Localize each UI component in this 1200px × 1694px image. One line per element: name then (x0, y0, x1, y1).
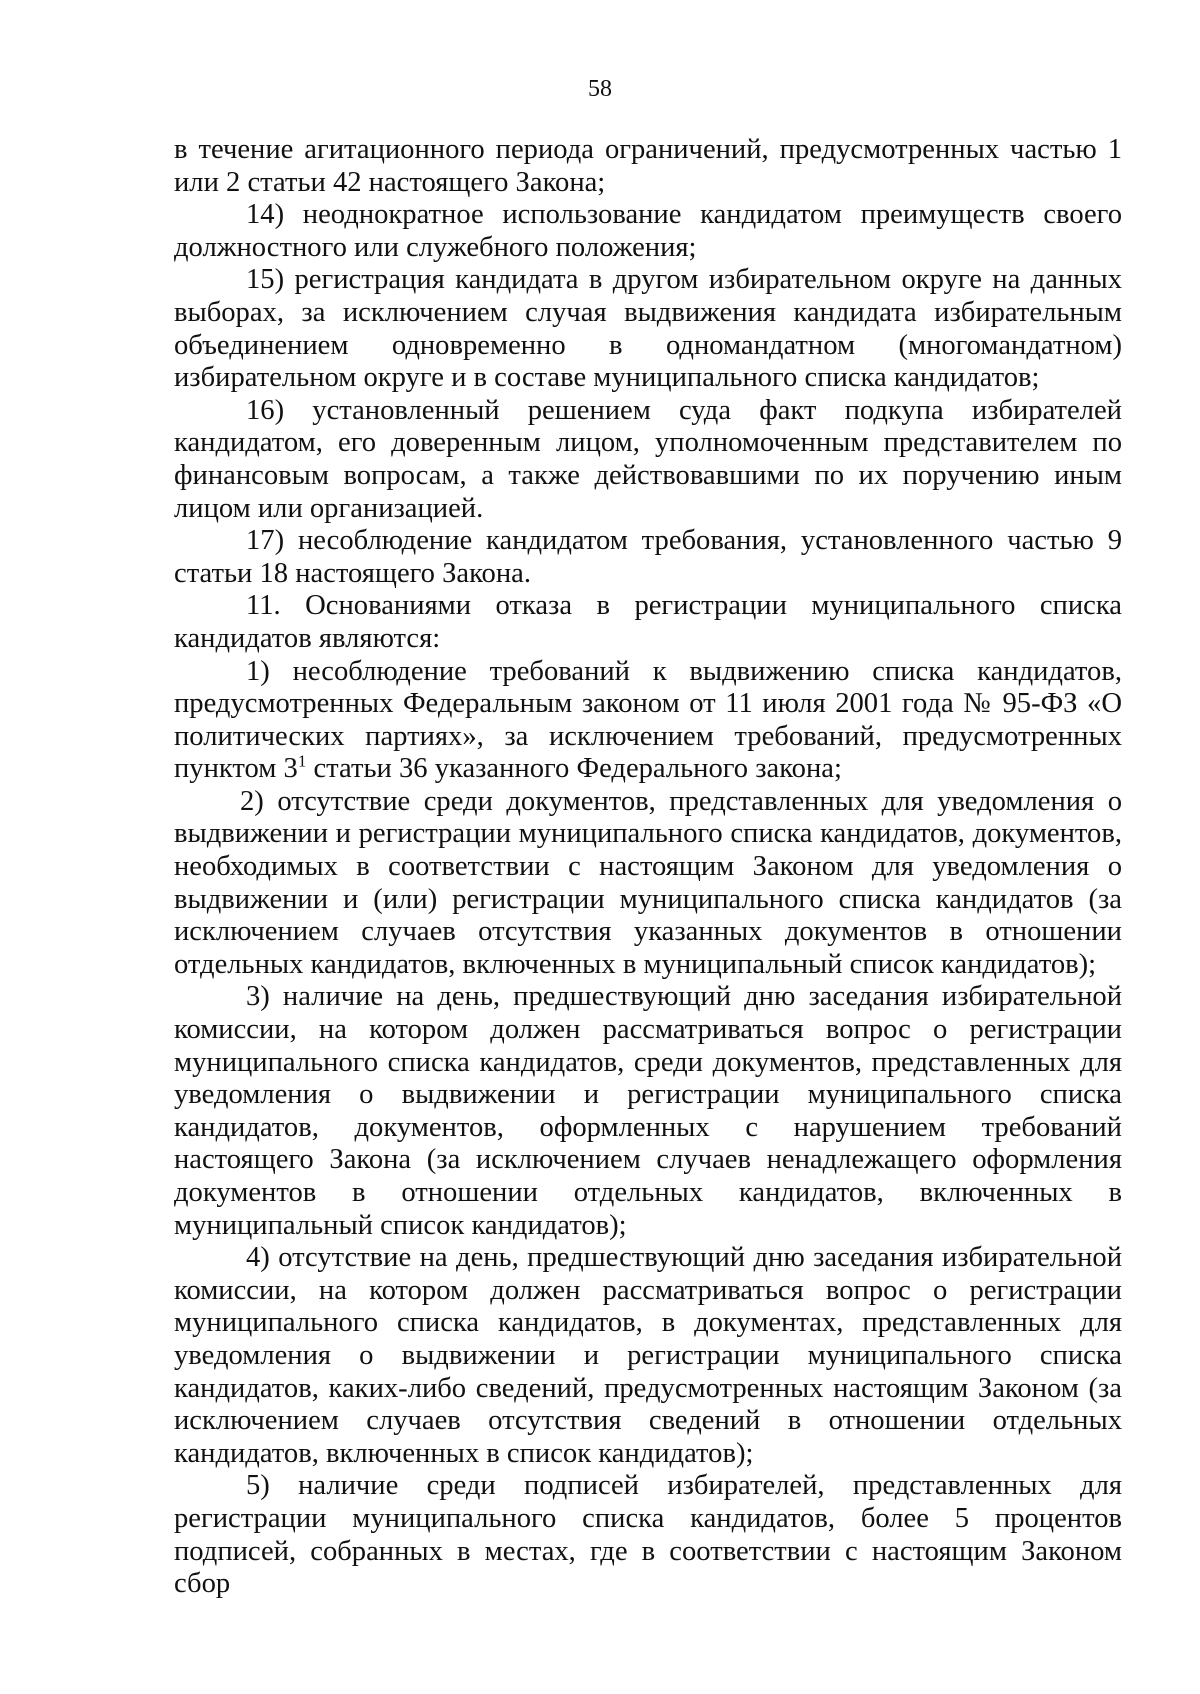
page-body (174, 134, 1122, 1601)
paragraph-subitem-5: 5) наличие среди подписей избирателей, представленных для регистрации муниципального списка кандидатов, более 5 процентов подписей, собранных в местах, где в соответствии с настоящим Законом сбор (174, 1470, 1122, 1600)
paragraph-item-16: 16) установленный решением суда факт подкупа избирателей кандидатом, его доверенным лицом, уполномоченным представителем по финансовым вопросам, а также действовавшими по их поручению иным лицом или организацией. (174, 394, 1122, 524)
paragraph-item-15: 15) регистрация кандидата в другом избирательном округе на данных выборах, за исключением случая выдвижения кандидата избирательным объединением одновременно в одномандатном (многомандатном) избирательном округе и в составе муниципального списка кандидатов; (174, 264, 1122, 394)
paragraph-subitem-2: 2) отсутствие среди документов, представленных для уведомления о выдвижении и регистрации муниципального списка кандидатов, документов, необходимых в соответствии с настоящим Законом для уведомления о выдвижении и (или) регистрации муниципального списка кандидатов (за исключением случаев отсутствия указанных документов в отношении отдельных кандидатов, включенных в муниципальный список кандидатов); (174, 785, 1122, 980)
paragraph-item-14: 14) неоднократное использование кандидатом преимуществ своего должностного или служебного положения; (174, 199, 1122, 263)
paragraph-subitem-1 (174, 656, 1122, 786)
subitem-1-text: 1) несоблюдение требований к выдвижению списка кандидатов, предусмотренных Федеральным законом от 11 июля 2001 года № 95-ФЗ «О политических партиях», за исключением требований, предусмотренных пунктом 3 (174, 655, 1122, 785)
paragraph-section-11: 11. Основаниями отказа в регистрации муниципального списка кандидатов являются: (174, 590, 1122, 654)
subitem-1-text-end: статьи 36 указанного Федерального закона; (306, 753, 842, 785)
paragraph-subitem-3: 3) наличие на день, предшествующий дню заседания избирательной комиссии, на котором должен рассматриваться вопрос о регистрации муниципального списка кандидатов, среди документов, представленных для уведомления о выдвижении и регистрации муниципального списка кандидатов, документов, оформленных с нарушением требований настоящего Закона (за исключением случаев ненадлежащего оформления документов в отношении отдельных кандидатов, включенных в муниципальный список кандидатов); (174, 981, 1122, 1241)
paragraph-subitem-4: 4) отсутствие на день, предшествующий дню заседания избирательной комиссии, на котором должен рассматриваться вопрос о регистрации муниципального списка кандидатов, в документах, представленных для уведомления о выдвижении и регистрации муниципального списка кандидатов, каких-либо сведений, предусмотренных настоящим Законом (за исключением случаев отсутствия сведений в отношении отдельных кандидатов, включенных в список кандидатов); (174, 1242, 1122, 1469)
paragraph-continuation: в течение агитационного периода ограничений, предусмотренных частью 1 или 2 статьи 42 настоящего Закона; (174, 134, 1122, 198)
superscript-index: 1 (297, 751, 307, 771)
paragraph-item-17: 17) несоблюдение кандидатом требования, установленного частью 9 статьи 18 настоящего Закона. (174, 525, 1122, 589)
page-number: 58 (588, 76, 612, 102)
